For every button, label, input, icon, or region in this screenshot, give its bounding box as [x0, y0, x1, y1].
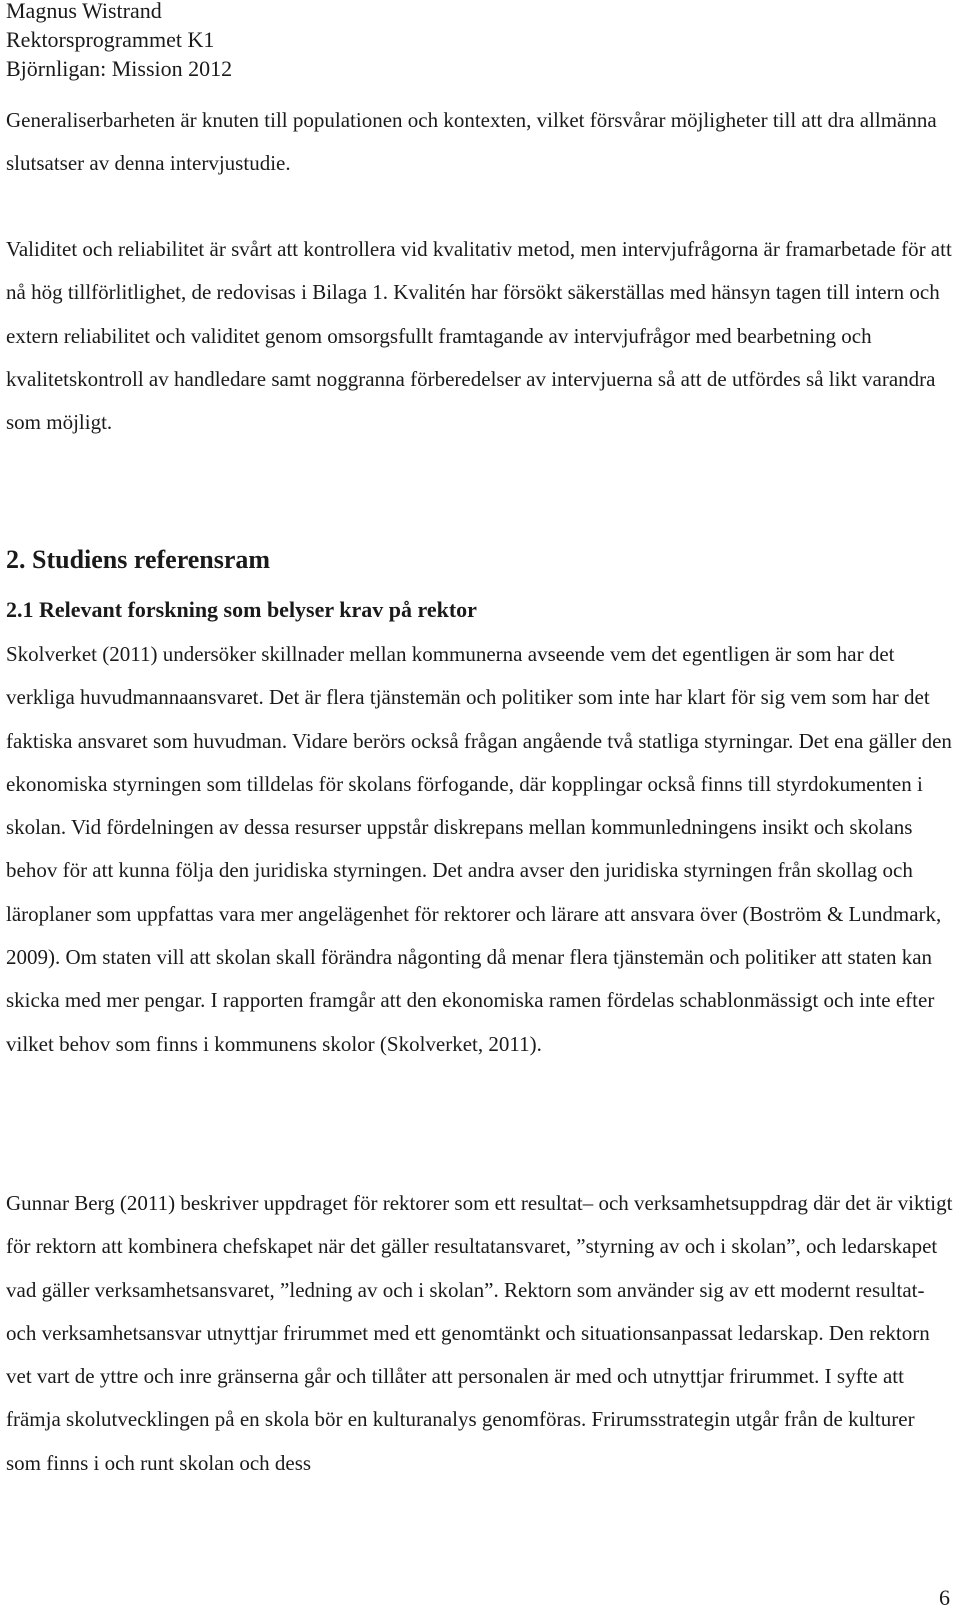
- paragraph-skolverket: Skolverket (2011) undersöker skillnader mellan kommunerna avseende vem det egentligen är som har det verkliga huvudmannaansvaret. Det är flera tjänstemän och politiker som inte har klart för sig vem som har det faktiska ansvaret som huvudman. Vidare berörs också frågan angående två statliga styrningar. Det ena gäller den ekonomiska styrningen som tilldelas för skolans förfogande, där kopplingar också finns till styrdokumenten i skolan. Vid fördelningen av dessa resurser uppstår diskrepans mellan kommunledningens insikt och skolans behov för att kunna följa den juridiska styrningen. Det andra avser den juridiska styrningen från skollag och läroplaner som uppfattas vara mer angelägenhet för rektorer och lärare att ansvara över (Boström & Lundmark, 2009). Om staten vill att skolan skall förändra någonting då menar flera tjänstemän och politiker att staten kan skicka med mer pengar. I rapporten framgår att den ekonomiska ramen fördelas schablonmässigt och inte efter vilket behov som finns i kommunens skolor (Skolverket, 2011).: [6, 642, 952, 1056]
- paragraph-generalizability: Generaliserbarheten är knuten till populationen och kontexten, vilket försvårar möjligheter till att dra allmänna slutsatser av denna intervjustudie.: [6, 108, 937, 176]
- program-name: Rektorsprogrammet K1: [6, 27, 215, 52]
- subsection-heading: 2.1 Relevant forskning som belyser krav på rektor: [6, 597, 477, 622]
- author-name: Magnus Wistrand: [6, 0, 162, 23]
- project-title: Björnligan: Mission 2012: [6, 56, 233, 81]
- paragraph-berg: Gunnar Berg (2011) beskriver uppdraget för rektorer som ett resultat– och verksamhetsuppdrag där det är viktigt för rektorn att kombinera chefskapet när det gäller resultatansvaret, ”styrning av och i skolan”, och ledarskapet vad gäller verksamhetsansvaret, ”ledning av och i skolan”. Rektorn som använder sig av ett modernt resultat- och verksamhetsansvar utnyttjar frirummet med ett genomtänkt och situationsanpassat ledarskap. Den rektorn vet vart de yttre och inre gränserna går och tillåter att personalen är med och utnyttjar frirummet. I syfte att främja skolutvecklingen på en skola bör en kulturanalys genomföras. Frirumsstrategin utgår från de kulturer som finns i och runt skolan och dess: [6, 1191, 953, 1475]
- section-heading: 2. Studiens referensram: [6, 545, 271, 574]
- page-header: [6, 0, 232, 83]
- page-number: 6: [939, 1585, 950, 1610]
- paragraph-validity: Validitet och reliabilitet är svårt att kontrollera vid kvalitativ metod, men intervjufrågorna är framarbetade för att nå hög tillförlitlighet, de redovisas i Bilaga 1. Kvalitén har försökt säkerställas med hänsyn tagen till intern och extern reliabilitet och validitet genom omsorgsfullt framtagande av intervjufrågor med bearbetning och kvalitetskontroll av handledare samt noggranna förberedelser av intervjuerna så att de utfördes så likt varandra som möjligt.: [6, 237, 952, 435]
